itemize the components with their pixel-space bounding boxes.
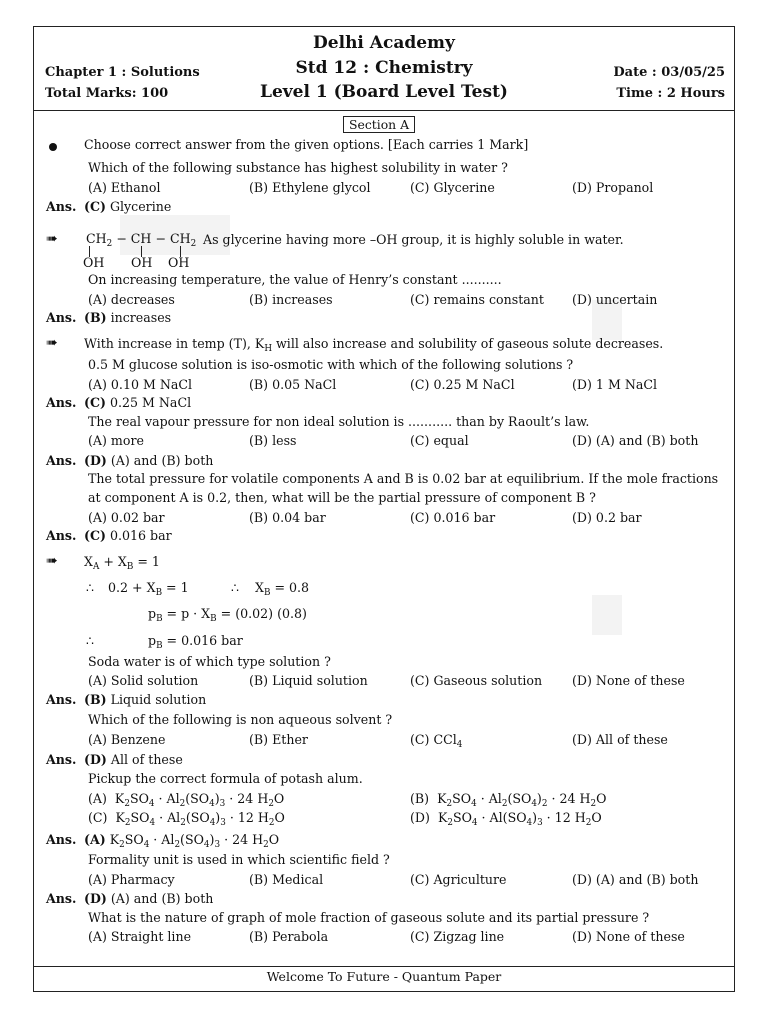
answer-label: Ans. xyxy=(46,453,77,468)
bullet-icon xyxy=(49,143,57,151)
option-d: (D) (A) and (B) both xyxy=(572,872,699,887)
question-text: Formality unit is used in which scientific field ? xyxy=(88,852,390,867)
answer-label: Ans. xyxy=(46,528,77,543)
answer-label: Ans. xyxy=(46,891,77,906)
answer-text: (C) 0.25 M NaCl xyxy=(84,395,192,410)
question-text: Pickup the correct formula of potash alum. xyxy=(88,771,363,786)
arrow-icon: ➠ xyxy=(46,553,58,569)
answer-label: Ans. xyxy=(46,832,77,847)
question-text: Soda water is of which type solution ? xyxy=(88,654,331,669)
total-marks: Total Marks: 100 xyxy=(45,86,169,101)
option-c: (C) $K_2SO_4 \cdot Al_2(SO_4)_3 \cdot 12$ $H_2O$ xyxy=(88,810,285,828)
answer-text: (C) 0.016 bar xyxy=(84,528,172,543)
option-a: (A) 0.02 bar xyxy=(88,510,165,525)
option-a: (A) Pharmacy xyxy=(88,872,175,887)
question-text: On increasing temperature, the value of Henry’s constant .......... xyxy=(88,272,502,287)
arrow-icon: ➠ xyxy=(46,335,58,351)
glycerine-structure: $CH_2$ − CH − $CH_2$ xyxy=(86,231,197,249)
option-d: (D) (A) and (B) both xyxy=(572,433,699,448)
option-c: (C) equal xyxy=(410,433,469,448)
option-b: (B) $K_2SO_4 \cdot Al_2(SO_4)_2 \cdot 24$ $H_2O$ xyxy=(410,791,607,809)
answer-label: Ans. xyxy=(46,692,77,707)
option-d: (D) None of these xyxy=(572,929,685,944)
option-c: (C) Zigzag line xyxy=(410,929,505,944)
equation-line: $X_A + X_B = 1$ xyxy=(84,554,160,572)
option-b: (B) increases xyxy=(249,292,333,307)
option-a: (A) 0.10 M NaCl xyxy=(88,377,193,392)
option-b: (B) Medical xyxy=(249,872,324,887)
footer-rule xyxy=(33,966,735,967)
option-c: (C) CCl$_4$ xyxy=(410,732,463,750)
option-b: (B) 0.05 NaCl xyxy=(249,377,337,392)
option-b: (B) Liquid solution xyxy=(249,673,368,688)
option-c: (C) 0.016 bar xyxy=(410,510,496,525)
option-a: (A) Ethanol xyxy=(88,180,161,195)
question-text: The total pressure for volatile components A and B is 0.02 bar at equilibrium. If the mole fractions xyxy=(88,471,719,486)
option-b: (B) less xyxy=(249,433,297,448)
option-c: (C) Agriculture xyxy=(410,872,507,887)
option-d: (D) uncertain xyxy=(572,292,658,307)
question-text: The real vapour pressure for non ideal solution is ........... than by Raoult’s law. xyxy=(88,414,590,429)
option-a: (A) Benzene xyxy=(88,732,166,747)
question-text: at component A is 0.2, then, what will be the partial pressure of component B ? xyxy=(88,490,596,505)
therefore-symbol: ∴ xyxy=(231,580,240,595)
chapter-label: Chapter 1 : Solutions xyxy=(45,65,200,80)
question-text: Which of the following is non aqueous solvent ? xyxy=(88,712,393,727)
answer-text: (D) (A) and (B) both xyxy=(84,891,214,906)
level-title: Level 1 (Board Level Test) xyxy=(260,82,508,102)
option-a: (A) Straight line xyxy=(88,929,192,944)
arrow-icon: ➠ xyxy=(46,231,58,247)
oh-label: OH xyxy=(131,255,153,270)
option-c: (C) 0.25 M NaCl xyxy=(410,377,515,392)
option-d: (D) None of these xyxy=(572,673,685,688)
header-rule xyxy=(33,110,735,111)
answer-label: Ans. xyxy=(46,752,77,767)
question-text: What is the nature of graph of mole fraction of gaseous solute and its partial pressure ? xyxy=(88,910,650,925)
option-d: (D) All of these xyxy=(572,732,668,747)
instruction-text: Choose correct answer from the given options. [Each carries 1 Mark] xyxy=(84,137,529,152)
section-title: Section A xyxy=(343,116,415,133)
option-a: (A) Solid solution xyxy=(88,673,199,688)
std-title: Std 12 : Chemistry xyxy=(295,58,473,78)
explanation-text: As glycerine having more –OH group, it is highly soluble in water. xyxy=(203,232,624,247)
oh-label: OH xyxy=(83,255,105,270)
equation-line: $p_B = p \cdot X_B = (0.02)$ (0.8) xyxy=(148,606,307,624)
answer-text: (D) (A) and (B) both xyxy=(84,453,214,468)
answer-label: Ans. xyxy=(46,395,77,410)
option-c: (C) remains constant xyxy=(410,292,544,307)
answer-text: (C) Glycerine xyxy=(84,199,172,214)
academy-name: Delhi Academy xyxy=(313,33,455,53)
answer-text: (B) Liquid solution xyxy=(84,692,207,707)
option-d: (D) $K_2SO_4 \cdot Al(SO_4)_3 \cdot 12$ $H_2O$ xyxy=(410,810,602,828)
option-a: (A) more xyxy=(88,433,144,448)
answer-label: Ans. xyxy=(46,199,77,214)
explanation-text: With increase in temp (T), $K_H$ will also increase and solubility of gaseous solute decreases. xyxy=(84,336,664,354)
footer-text: Welcome To Future - Quantum Paper xyxy=(266,969,502,984)
oh-label: OH xyxy=(168,255,190,270)
option-d: (D) Propanol xyxy=(572,180,654,195)
option-a: (A) decreases xyxy=(88,292,175,307)
equation-line: $X_B = 0.8$ xyxy=(255,580,310,598)
question-text: Which of the following substance has highest solubility in water ? xyxy=(88,160,508,175)
option-c: (C) Glycerine xyxy=(410,180,495,195)
option-c: (C) Gaseous solution xyxy=(410,673,543,688)
option-d: (D) 1 M NaCl xyxy=(572,377,658,392)
question-text: 0.5 M glucose solution is iso-osmotic with which of the following solutions ? xyxy=(88,357,574,372)
equation-line: $p_B = 0.016$ bar xyxy=(148,633,243,651)
option-b: (B) Ether xyxy=(249,732,308,747)
option-b: (B) Perabola xyxy=(249,929,329,944)
therefore-symbol: ∴ xyxy=(86,633,95,648)
answer-label: Ans. xyxy=(46,310,77,325)
option-d: (D) 0.2 bar xyxy=(572,510,642,525)
answer-text: (A) $K_2SO_4 \cdot Al_2(SO_4)_3 \cdot 24$ $H_2O$ xyxy=(84,832,280,850)
option-b: (B) Ethylene glycol xyxy=(249,180,371,195)
therefore-symbol: ∴ xyxy=(86,580,95,595)
date-label: Date : 03/05/25 xyxy=(613,65,725,80)
watermark-logo xyxy=(592,595,622,635)
option-a: (A) $K_2SO_4 \cdot Al_2(SO_4)_3 \cdot 24$ $H_2O$ xyxy=(88,791,285,809)
answer-text: (D) All of these xyxy=(84,752,183,767)
equation-line: $0.2 + X_B = 1$ xyxy=(108,580,189,598)
option-b: (B) 0.04 bar xyxy=(249,510,326,525)
time-label: Time : 2 Hours xyxy=(616,86,725,101)
answer-text: (B) increases xyxy=(84,310,172,325)
